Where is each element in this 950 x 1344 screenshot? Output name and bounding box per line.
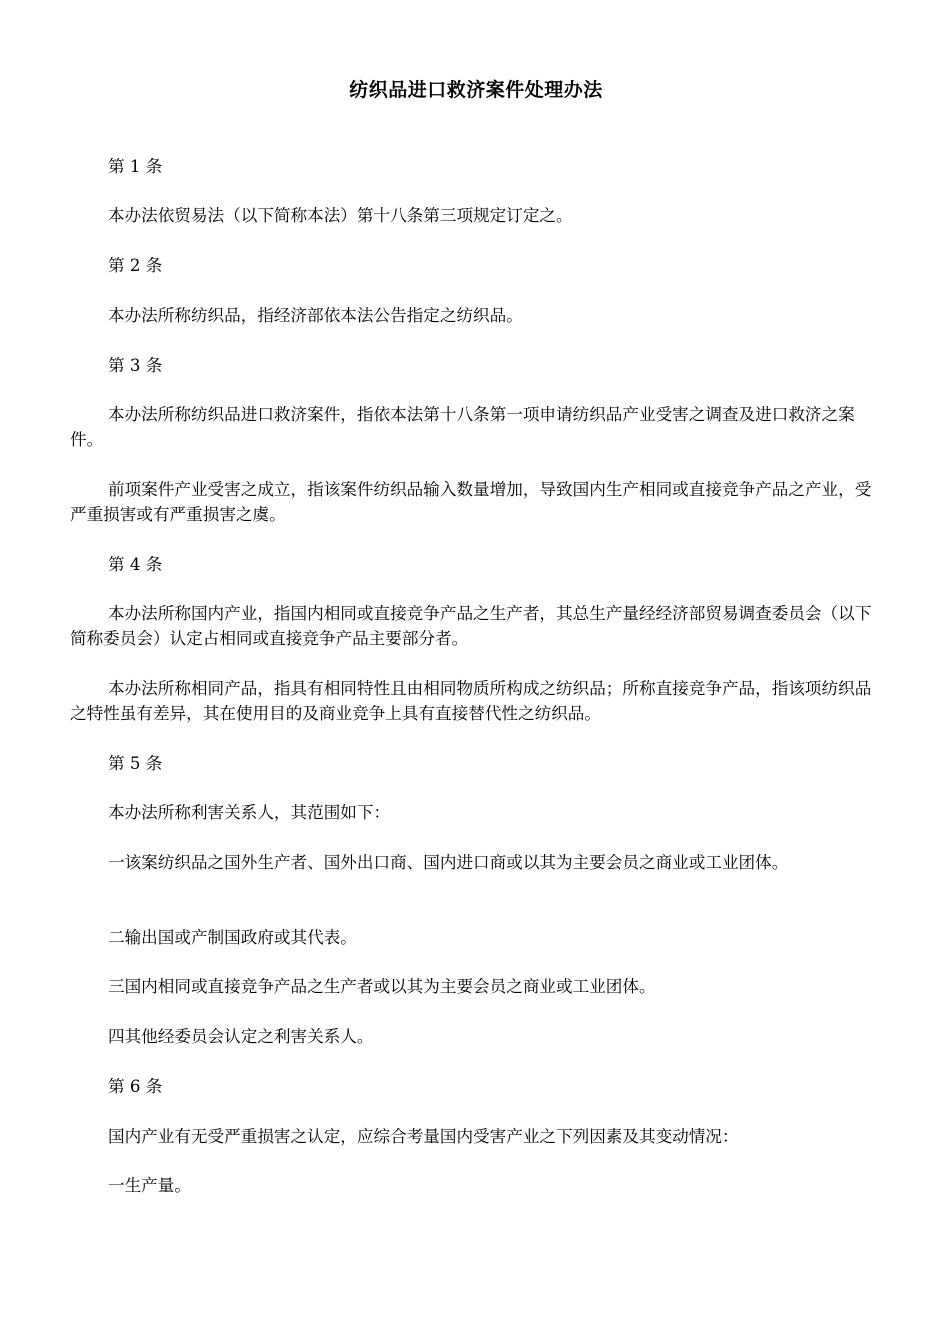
paragraph: 国内产业有无受严重损害之认定，应综合考量国内受害产业之下列因素及其变动情况： <box>108 1127 739 1146</box>
paragraph: 本办法所称利害关系人，其范围如下： <box>108 803 391 822</box>
list-item: 四其他经委员会认定之利害关系人。 <box>108 1027 374 1046</box>
list-item: 三国内相同或直接竞争产品之生产者或以其为主要会员之商业或工业团体。 <box>108 977 656 996</box>
article-heading-2: 第 2 条 <box>108 256 163 275</box>
article-heading-5: 第 5 条 <box>108 754 163 773</box>
article-heading-3: 第 3 条 <box>108 356 163 375</box>
paragraph: 本办法所称相同产品，指具有相同特性且由相同物质所构成之纺织品；所称直接竞争产品，指该项纺织品之特性虽有差异，其在使用目的及商业竞争上具有直接替代性之纺织品。 <box>70 679 872 723</box>
paragraph: 前项案件产业受害之成立，指该案件纺织品输入数量增加，导致国内生产相同或直接竞争产品之产业，受严重损害或有严重损害之虞。 <box>70 480 872 524</box>
document-title: 纺织品进口救济案件处理办法 <box>349 79 603 101</box>
paragraph: 本办法依贸易法（以下简称本法）第十八条第三项规定订定之。 <box>108 206 573 225</box>
paragraph: 本办法所称纺织品，指经济部依本法公告指定之纺织品。 <box>108 306 523 325</box>
paragraph: 本办法所称国内产业，指国内相同或直接竞争产品之生产者，其总生产量经经济部贸易调查委员会（以下简称委员会）认定占相同或直接竞争产品主要部分者。 <box>70 604 872 648</box>
article-heading-6: 第 6 条 <box>108 1077 163 1096</box>
article-heading-1: 第 1 条 <box>108 157 163 176</box>
document-page <box>70 0 882 1344</box>
paragraph: 本办法所称纺织品进口救济案件，指依本法第十八条第一项申请纺织品产业受害之调查及进口救济之案件。 <box>70 405 855 449</box>
list-item: 一生产量。 <box>108 1176 191 1195</box>
list-item: 二输出国或产制国政府或其代表。 <box>108 928 357 947</box>
article-heading-4: 第 4 条 <box>108 555 163 574</box>
list-item: 一该案纺织品之国外生产者、国外出口商、国内进口商或以其为主要会员之商业或工业团体。 <box>108 853 789 872</box>
